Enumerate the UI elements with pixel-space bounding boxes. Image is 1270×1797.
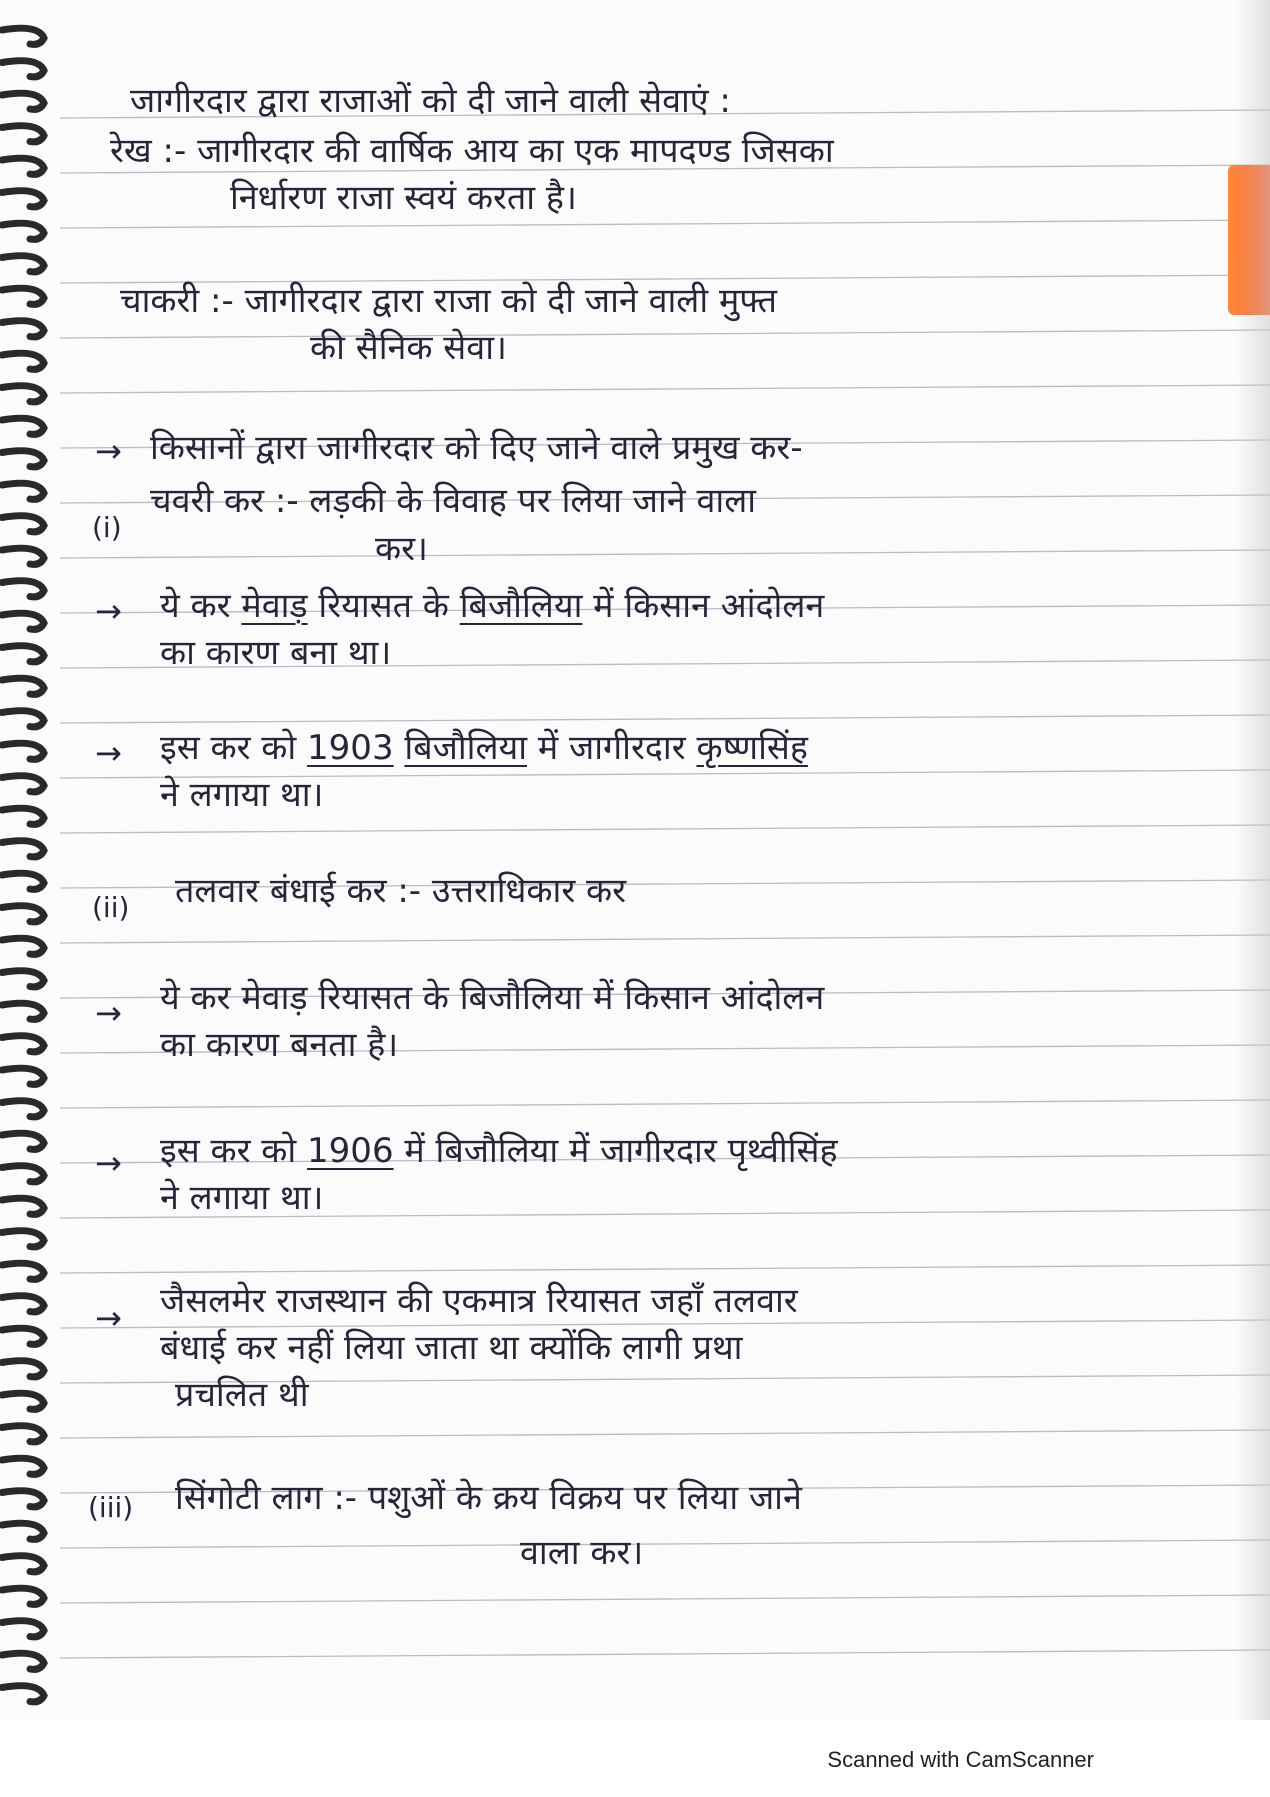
rekh-definition-line2: निर्धारण राजा स्वयं करता है। — [230, 178, 577, 218]
spiral-ring — [2, 1198, 44, 1214]
chavri-point1-text-a: ये कर — [160, 586, 231, 626]
arrow-icon: → — [95, 734, 122, 772]
ruled-line — [60, 1595, 1270, 1603]
arrow-icon: → — [95, 994, 122, 1032]
ruled-line — [60, 1650, 1270, 1658]
spiral-ring — [2, 516, 44, 532]
chavri-definition-line1 — [150, 478, 756, 524]
talwar-term: तलवार बंधाई कर — [175, 871, 387, 911]
ruled-line — [60, 550, 1270, 558]
spiral-ring — [2, 1133, 44, 1149]
year-1903: 1903 — [307, 728, 394, 768]
ruled-line — [60, 935, 1270, 943]
chavri-point2-line2: ने लगाया था। — [160, 775, 324, 815]
spiral-ring — [2, 1458, 44, 1474]
singoti-definition-line1 — [175, 1475, 802, 1521]
spiral-ring — [2, 1491, 44, 1507]
spiral-ring — [2, 906, 44, 922]
chakri-definition-line1 — [120, 278, 777, 324]
talwar-point2-line2: ने लगाया था। — [160, 1178, 324, 1218]
item-marker-i: (i) — [92, 511, 122, 544]
spiral-ring — [2, 1296, 44, 1312]
spiral-ring — [2, 1361, 44, 1377]
spiral-ring — [2, 126, 44, 142]
spiral-ring — [2, 938, 44, 954]
item-marker-iii: (iii) — [88, 1491, 134, 1524]
jagirdar-krishnasingh: कृष्णसिंह — [696, 728, 808, 768]
spiral-ring — [2, 743, 44, 759]
spiral-ring — [2, 776, 44, 792]
spiral-ring — [2, 646, 44, 662]
spiral-ring — [2, 1068, 44, 1084]
arrow-icon: → — [95, 1299, 122, 1337]
spiral-ring — [2, 1426, 44, 1442]
spiral-ring — [2, 28, 44, 44]
notes-heading: जागीरदार द्वारा राजाओं को दी जाने वाली सेवाएं : — [130, 81, 731, 121]
chavri-definition-line2: कर। — [375, 529, 428, 569]
scanner-footer — [0, 1735, 1270, 1785]
spiral-ring — [2, 613, 44, 629]
talwar-point2-text-a: इस कर को — [160, 1131, 308, 1171]
ruled-line — [60, 1430, 1270, 1438]
talwar-point3-line1: जैसलमेर राजस्थान की एकमात्र रियासत जहाँ तलवार — [160, 1281, 798, 1321]
place-bijoliya: बिजौलिया — [404, 728, 528, 768]
ruled-line — [60, 330, 1270, 338]
spiral-ring — [2, 158, 44, 174]
spiral-ring — [2, 223, 44, 239]
chakri-def-1: :- जागीरदार द्वारा राजा को दी जाने वाली मुफ्त — [210, 281, 777, 321]
page-edge-shadow — [1236, 0, 1270, 1720]
chavri-point2-line1 — [160, 725, 808, 771]
spiral-ring — [2, 808, 44, 824]
spiral-ring — [2, 1231, 44, 1247]
chavri-point1-line1 — [160, 583, 824, 629]
spiral-ring — [2, 1588, 44, 1604]
ruled-line — [60, 1540, 1270, 1548]
spiral-ring — [2, 1003, 44, 1019]
talwar-point1-line2: का कारण बनता है। — [160, 1025, 399, 1065]
ruled-line — [60, 715, 1270, 723]
spiral-ring — [2, 61, 44, 77]
spiral-ring — [2, 1621, 44, 1637]
rekh-term: रेख — [110, 131, 152, 171]
talwar-definition — [175, 868, 626, 914]
chavri-def-1: :- लड़की के विवाह पर लिया जाने वाला — [274, 481, 757, 521]
spiral-ring — [2, 1523, 44, 1539]
singoti-term: सिंगोटी लाग — [175, 1478, 323, 1518]
chavri-point1-line2: का कारण बना था। — [160, 633, 392, 673]
arrow-icon: → — [95, 592, 122, 630]
rekh-definition-line1 — [110, 128, 834, 174]
ruled-line — [60, 825, 1270, 833]
rekh-def-1: :- जागीरदार की वार्षिक आय का एक मापदण्ड जिसका — [162, 131, 834, 171]
singoti-definition-line2: वाला कर। — [520, 1533, 644, 1573]
chavri-point1-text-c: में किसान आंदोलन — [582, 586, 825, 626]
spiral-ring — [2, 1393, 44, 1409]
spiral-ring — [2, 841, 44, 857]
chakri-definition-line2: की सैनिक सेवा। — [310, 328, 507, 368]
spiral-ring — [2, 1556, 44, 1572]
spiral-ring — [2, 386, 44, 402]
spiral-ring — [2, 581, 44, 597]
item-marker-ii: (ii) — [92, 891, 130, 924]
spiral-ring — [2, 93, 44, 109]
scanner-watermark-text: Scanned with CamScanner — [827, 1747, 1094, 1772]
talwar-point3-line2: बंधाई कर नहीं लिया जाता था क्योंकि लागी प्रथा — [160, 1328, 743, 1368]
ruled-line — [60, 385, 1270, 393]
chakri-term: चाकरी — [120, 281, 200, 321]
spiral-ring — [2, 288, 44, 304]
chavri-point2-text-c: में जागीरदार — [527, 728, 697, 768]
spiral-ring — [2, 1328, 44, 1344]
spiral-ring — [2, 191, 44, 207]
singoti-def-1: :- पशुओं के क्रय विक्रय पर लिया जाने — [333, 1478, 802, 1518]
spiral-ring — [2, 418, 44, 434]
year-1906: 1906 — [307, 1131, 394, 1171]
chavri-point1-text-b: रियासत के — [307, 586, 460, 626]
talwar-point2-line1 — [160, 1128, 838, 1174]
spiral-ring — [2, 256, 44, 272]
ruled-line — [60, 1100, 1270, 1108]
spiral-ring — [2, 451, 44, 467]
spiral-ring — [2, 711, 44, 727]
spiral-binding — [0, 0, 60, 1720]
talwar-def-1: :- उत्तराधिकार कर — [397, 871, 627, 911]
spiral-ring — [2, 971, 44, 987]
spiral-ring — [2, 1166, 44, 1182]
chavri-term: चवरी कर — [150, 481, 265, 521]
ruled-line — [60, 220, 1270, 228]
spiral-ring — [2, 1653, 44, 1669]
spiral-ring — [2, 1263, 44, 1279]
place-mewar: मेवाड़ — [241, 586, 308, 626]
spiral-ring — [2, 1036, 44, 1052]
talwar-point1-line1: ये कर मेवाड़ रियासत के बिजौलिया में किसान आंदोलन — [160, 978, 825, 1018]
arrow-icon: → — [95, 432, 122, 470]
spiral-ring — [2, 1101, 44, 1117]
spiral-ring — [2, 483, 44, 499]
spiral-ring — [2, 678, 44, 694]
chavri-point2-text-a: इस कर को — [160, 728, 308, 768]
ruled-line — [60, 1265, 1270, 1273]
place-bijoliya: बिजौलिया — [459, 586, 583, 626]
spiral-ring — [2, 1686, 44, 1702]
chavri-point2-text-b — [394, 728, 405, 768]
spiral-ring — [2, 548, 44, 564]
taxes-heading: किसानों द्वारा जागीरदार को दिए जाने वाले प्रमुख कर- — [150, 428, 803, 468]
talwar-point3-line3: प्रचलित थी — [175, 1375, 309, 1415]
spiral-ring — [2, 321, 44, 337]
spiral-ring — [2, 873, 44, 889]
spiral-ring — [2, 353, 44, 369]
talwar-point2-text-b: में बिजौलिया में जागीरदार पृथ्वीसिंह — [393, 1131, 838, 1171]
arrow-icon: → — [95, 1144, 122, 1182]
